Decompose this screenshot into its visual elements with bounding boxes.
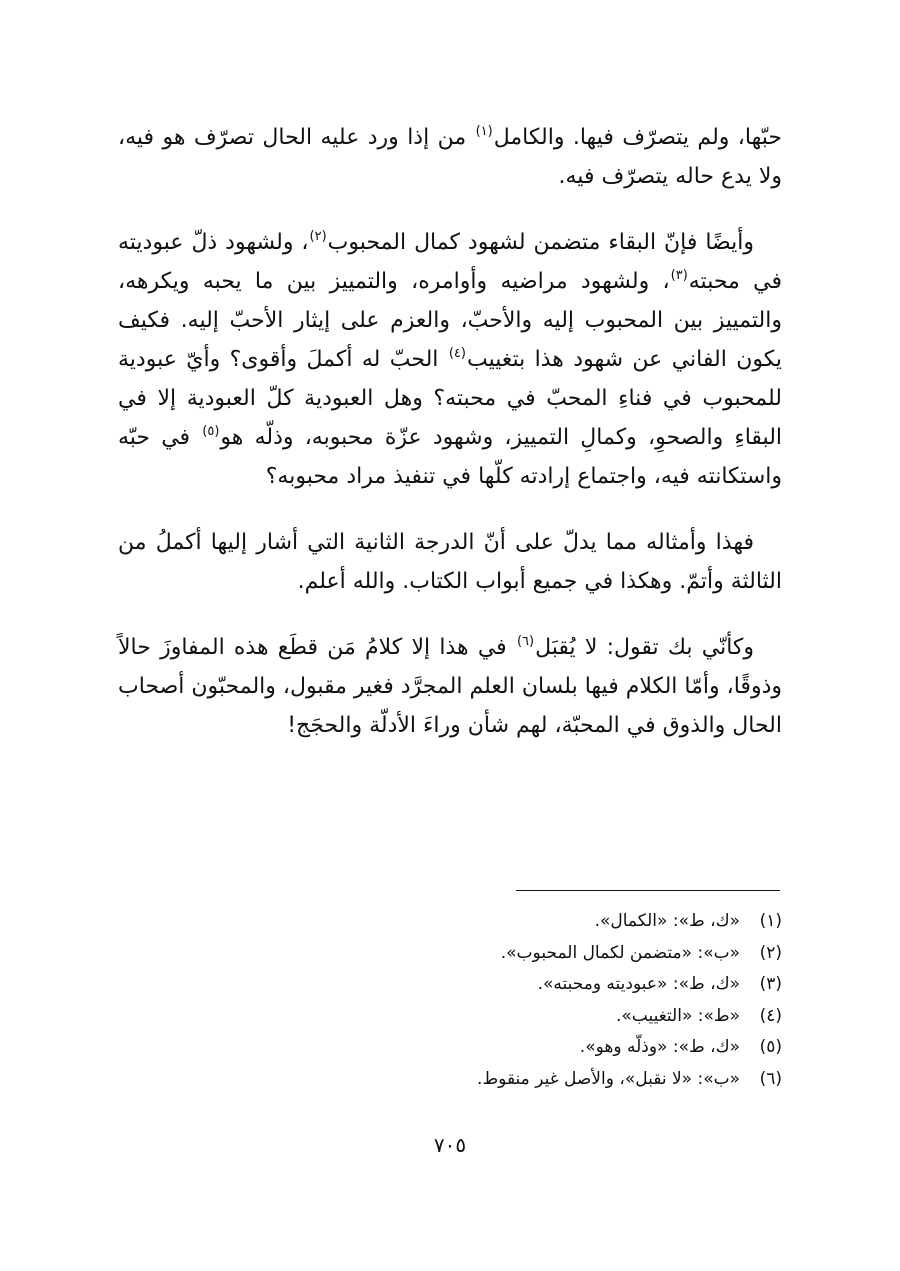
footnote-text: «ك، ط»: «الكمال». <box>594 911 740 931</box>
paragraph-text: في حبّه واستكانته فيه، واجتماع إرادته كلّها في تنفيذ مراد محبوبه؟ <box>118 425 782 489</box>
paragraph-text: ، ولشهود ذلّ عبوديته في محبته <box>118 230 782 294</box>
paragraph-text: وأيضًا فإنّ البقاء متضمن لشهود كمال المحبوب <box>327 230 754 255</box>
footnote-item <box>118 906 782 938</box>
paragraph <box>118 628 782 745</box>
footnote-item <box>118 1064 782 1096</box>
paragraph-text: من إذا ورد عليه الحال تصرّف هو فيه، ولا يدع حاله يتصرّف فيه. <box>118 125 782 189</box>
paragraph-text: ، ولشهود مراضيه وأوامره، والتمييز بين ما يحبه ويكرهه، والتمييز بين المحبوب إليه والأحبّ، والعزم على إيثار الأحبّ إليه. فكيف يكون الفاني عن شهود هذا بتغييب <box>118 269 783 372</box>
footnote-text: «ك، ط»: «وذلّه وهو». <box>579 1037 740 1057</box>
paragraph-text: حبّها، ولم يتصرّف فيها. والكامل <box>493 125 782 150</box>
paragraph <box>118 223 782 496</box>
footnote-divider <box>516 890 780 891</box>
paragraph-text: فهذا وأمثاله مما يدلّ على أنّ الدرجة الثانية التي أشار إليها أكملُ من الثالثة وأتمّ. وهكذا في جميع أبواب الكتاب. والله أعلم. <box>118 530 782 594</box>
footnote-item <box>118 969 782 1001</box>
main-text <box>118 118 782 772</box>
footnote-reference: (٤) <box>448 346 466 361</box>
footnote-item <box>118 938 782 970</box>
paragraph-text: وكأنّي بك تقول: لا يُقبَل <box>535 635 754 660</box>
paragraph-text: الحبّ له أكملَ وأقوى؟ وأيّ عبودية للمحبوب في فناءِ المحبّ في محبته؟ وهل العبودية كلّ العبودية إلا في البقاءِ والصحوِ، وكمالِ التمييز، وشهود عزّة محبوبه، وذلّه هو <box>118 347 783 450</box>
footnote-reference: (٥) <box>202 424 220 439</box>
footnote-number: (٥) <box>759 1037 782 1057</box>
paragraph-text: في هذا إلا كلامُ مَن قطَع هذه المفاوزَ حالاً وذوقًا، وأمّا الكلام فيها بلسان العلم المجرَّد فغير مقبول، والمحبّون أصحاب الحال والذوق في المحبّة، لهم شأن وراءَ الأدلّة والحجَج! <box>118 635 782 738</box>
footnotes-list <box>118 906 782 1095</box>
paragraph <box>118 523 782 601</box>
footnote-number: (٦) <box>759 1068 782 1089</box>
footnote-number: (٤) <box>759 1005 782 1026</box>
footnote-text: «ب»: «لا نقبل»، والأصل غير منقوط. <box>477 1068 740 1089</box>
footnote-number: (٣) <box>759 974 782 994</box>
footnote-number: (٢) <box>759 942 782 963</box>
footnote-reference: (٣) <box>670 268 688 283</box>
footnote-text: «ك، ط»: «عبوديته ومحبته». <box>537 974 740 994</box>
footnote-item <box>118 1001 782 1033</box>
footnote-text: «ط»: «التغييب». <box>615 1005 740 1026</box>
footnote-item <box>118 1032 782 1064</box>
footnote-reference: (١) <box>475 124 493 139</box>
page-number: ٧٠٥ <box>433 1133 467 1157</box>
paragraph <box>118 118 782 196</box>
footnote-reference: (٦) <box>516 634 535 649</box>
footnote-reference: (٢) <box>309 229 327 244</box>
footnote-text: «ب»: «متضمن لكمال المحبوب». <box>500 942 740 963</box>
footnote-number: (١) <box>759 911 782 931</box>
